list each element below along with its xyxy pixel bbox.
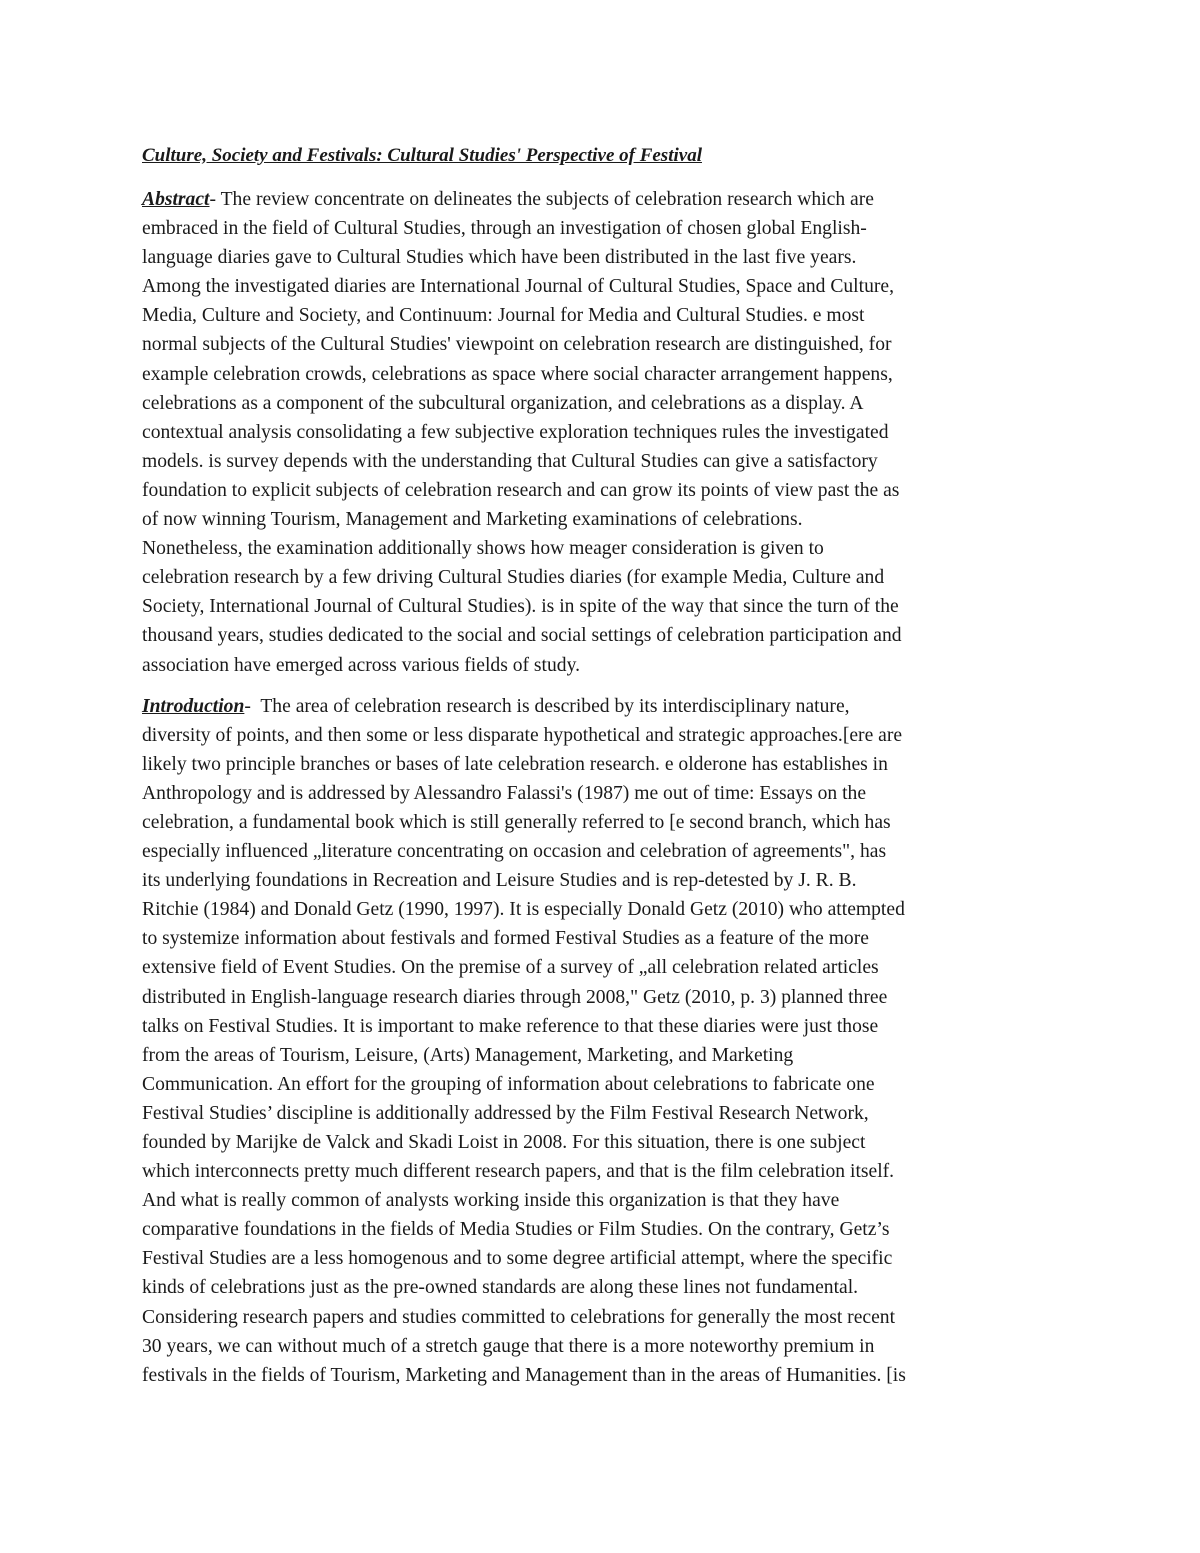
abstract-line: Among the investigated diaries are International Journal of Cultural Studies, Space and Culture, bbox=[142, 276, 894, 298]
abstract-line: Media, Culture and Society, and Continuum: Journal for Media and Cultural Studies. e most bbox=[142, 305, 865, 327]
abstract-line: contextual analysis consolidating a few subjective exploration techniques rules the investigated bbox=[142, 421, 889, 443]
introduction-line: especially influenced „literature concentrating on occasion and celebration of agreements", has bbox=[142, 841, 887, 863]
abstract-line: embraced in the field of Cultural Studies, through an investigation of chosen global English- bbox=[142, 218, 867, 240]
abstract-line: foundation to explicit subjects of celebration research and can grow its points of view past the as bbox=[142, 479, 900, 501]
introduction-line: comparative foundations in the fields of Media Studies or Film Studies. On the contrary, Getz’s bbox=[142, 1219, 890, 1241]
introduction-line: kinds of celebrations just as the pre-owned standards are along these lines not fundamental. bbox=[142, 1277, 859, 1299]
abstract-line: celebration research by a few driving Cultural Studies diaries (for example Media, Culture and bbox=[142, 567, 885, 589]
introduction-line: diversity of points, and then some or less disparate hypothetical and strategic approaches.[ere are bbox=[142, 724, 903, 746]
introduction-line: Considering research papers and studies committed to celebrations for generally the most recent bbox=[142, 1306, 896, 1328]
introduction-line: its underlying foundations in Recreation and Leisure Studies and is rep-detested by J. R. B. bbox=[142, 870, 857, 892]
introduction-first-line bbox=[142, 692, 1064, 721]
abstract-line: Nonetheless, the examination additionally shows how meager consideration is given to bbox=[142, 538, 824, 560]
introduction-line: Festival Studies’ discipline is additionally addressed by the Film Festival Research Network, bbox=[142, 1102, 869, 1124]
abstract-first-line bbox=[142, 185, 1064, 214]
introduction-heading: Introduction bbox=[142, 695, 245, 717]
introduction-line: And what is really common of analysts working inside this organization is that they have bbox=[142, 1190, 840, 1212]
document-body bbox=[142, 141, 1064, 1390]
introduction-line: which interconnects pretty much different research papers, and that is the film celebration itself. bbox=[142, 1161, 895, 1183]
abstract-line: Society, International Journal of Cultural Studies). is in spite of the way that since the turn of the bbox=[142, 596, 899, 618]
abstract-line: language diaries gave to Cultural Studies which have been distributed in the last five years. bbox=[142, 247, 857, 269]
document-title: Culture, Society and Festivals: Cultural Studies' Perspective of Festival bbox=[142, 145, 702, 166]
introduction-line: Festival Studies are a less homogenous and to some degree artificial attempt, where the specific bbox=[142, 1248, 893, 1270]
introduction-separator: - bbox=[244, 695, 261, 717]
abstract-line: normal subjects of the Cultural Studies' viewpoint on celebration research are distinguished, for bbox=[142, 334, 892, 356]
introduction-line: founded by Marijke de Valck and Skadi Loist in 2008. For this situation, there is one subject bbox=[142, 1132, 866, 1153]
abstract-line: The review concentrate on delineates the subjects of celebration research which are bbox=[220, 189, 874, 210]
abstract-line: celebrations as a component of the subcultural organization, and celebrations as a display. A bbox=[142, 392, 864, 414]
abstract-paragraph bbox=[142, 185, 1064, 680]
introduction-line: Anthropology and is addressed by Alessandro Falassi's (1987) me out of time: Essays on the bbox=[142, 782, 867, 804]
introduction-line: festivals in the fields of Tourism, Marketing and Management than in the areas of Humanities. [is bbox=[142, 1364, 906, 1386]
introduction-line: Ritchie (1984) and Donald Getz (1990, 1997). It is especially Donald Getz (2010) who attempted bbox=[142, 899, 905, 921]
introduction-line: distributed in English-language research diaries through 2008," Getz (2010, p. 3) planned three bbox=[142, 986, 888, 1008]
abstract-separator: - bbox=[209, 189, 221, 210]
abstract-line: models. is survey depends with the understanding that Cultural Studies can give a satisfactory bbox=[142, 450, 878, 472]
introduction-line: The area of celebration research is described by its interdisciplinary nature, bbox=[260, 695, 850, 717]
introduction-line: from the areas of Tourism, Leisure, (Arts) Management, Marketing, and Marketing bbox=[142, 1044, 794, 1066]
introduction-line: Communication. An effort for the grouping of information about celebrations to fabricate one bbox=[142, 1073, 875, 1095]
abstract-line: thousand years, studies dedicated to the social and social settings of celebration participation and bbox=[142, 625, 902, 647]
introduction-line: talks on Festival Studies. It is important to make reference to that these diaries were just those bbox=[142, 1015, 879, 1037]
introduction-line: celebration, a fundamental book which is still generally referred to [e second branch, which has bbox=[142, 811, 891, 833]
introduction-line: extensive field of Event Studies. On the premise of a survey of „all celebration related articles bbox=[142, 957, 879, 979]
introduction-line: 30 years, we can without much of a stretch gauge that there is a more noteworthy premium in bbox=[142, 1335, 875, 1357]
abstract-heading: Abstract bbox=[142, 189, 210, 210]
introduction-paragraph bbox=[142, 692, 1064, 1390]
abstract-line: association have emerged across various fields of study. bbox=[142, 654, 581, 676]
abstract-line: of now winning Tourism, Management and Marketing examinations of celebrations. bbox=[142, 509, 803, 531]
introduction-line: likely two principle branches or bases of late celebration research. e olderone has establishes in bbox=[142, 753, 888, 775]
introduction-line: to systemize information about festivals and formed Festival Studies as a feature of the more bbox=[142, 928, 869, 950]
abstract-line: example celebration crowds, celebrations as space where social character arrangement happens, bbox=[142, 363, 893, 385]
